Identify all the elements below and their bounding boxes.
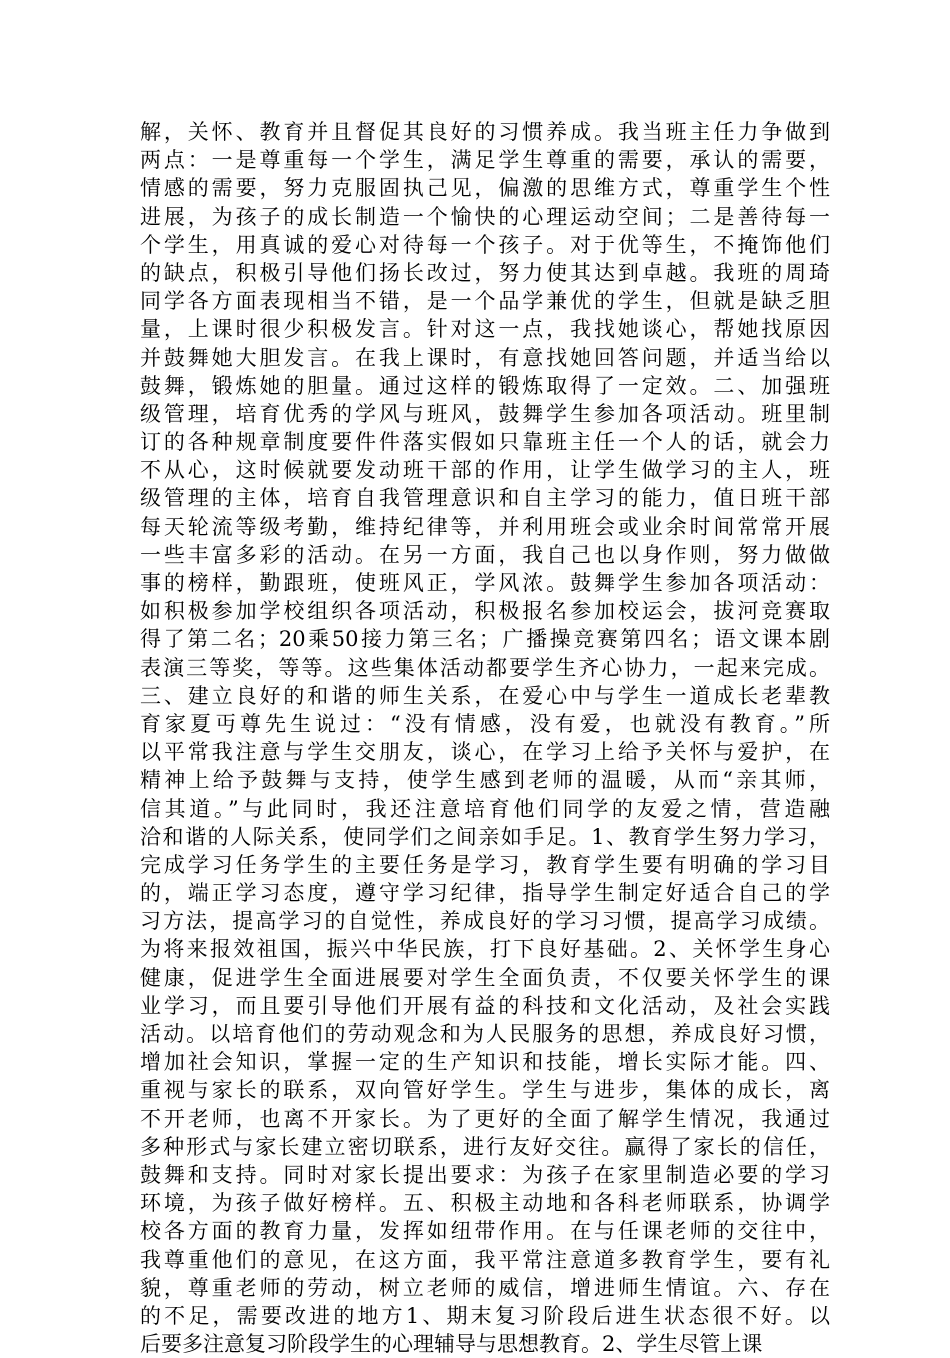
text-line: 不开老师，也离不开家长。为了更好的全面了解学生情况，我通过 <box>140 1106 830 1131</box>
text-line: 后要多注意复习阶段学生的心理辅导与思想教育。2、学生尽管上课 <box>140 1332 763 1357</box>
text-line: 活动。以培育他们的劳动观念和为人民服务的思想，养成良好习惯， <box>140 1022 830 1046</box>
text-line: 完成学习任务学生的主要任务是学习，教育学生要有明确的学习目 <box>140 852 830 877</box>
text-line: 个学生，用真诚的爱心对待每一个孩子。对于优等生，不掩饰他们 <box>140 232 830 257</box>
text-line: 业学习，而且要引导他们开展有益的科技和文化活动，及社会实践 <box>140 993 830 1018</box>
text-line: 一些丰富多彩的活动。在另一方面，我自己也以身作则，努力做做 <box>140 542 830 567</box>
body-text <box>140 118 830 1358</box>
text-line: 洽和谐的人际关系，使同学们之间亲如手足。1、教育学生努力学习， <box>140 824 830 849</box>
text-line: 解，关怀、教育并且督促其良好的习惯养成。我当班主任力争做到 <box>140 120 830 144</box>
text-line: 三、建立良好的和谐的师生关系，在爱心中与学生一道成长老辈教 <box>140 683 830 708</box>
text-line: 事的榜样，勤跟班，使班风正，学风浓。鼓舞学生参加各项活动： <box>140 571 830 595</box>
text-line: 的缺点，积极引导他们扬长改过，努力使其达到卓越。我班的周琦 <box>140 260 830 285</box>
text-line: 环境，为孩子做好榜样。五、积极主动地和各科老师联系，协调学 <box>140 1191 830 1216</box>
text-line: 健康，促进学生全面进展要对学生全面负责，不仅要关怀学生的课 <box>140 965 830 990</box>
text-line: 重视与家长的联系，双向管好学生。学生与进步，集体的成长，离 <box>140 1078 830 1103</box>
text-line: 精神上给予鼓舞与支持，使学生感到老师的温暖，从而“亲其师， <box>140 768 830 793</box>
text-line: 情感的需要，努力克服固执己见，偏激的思维方式，尊重学生个性 <box>140 176 830 201</box>
text-line: 育家夏丏尊先生说过：“没有情感，没有爱，也就没有教育。”所 <box>140 711 830 736</box>
text-line: 的，端正学习态度，遵守学习纪律，指导学生制定好适合自己的学 <box>140 881 830 906</box>
text-line: 进展，为孩子的成长制造一个愉快的心理运动空间；二是善待每一 <box>140 204 830 229</box>
text-line: 表演三等奖，等等。这些集体活动都要学生齐心协力，一起来完成。 <box>140 655 830 680</box>
text-line: 的不足，需要改进的地方1、期末复习阶段后进生状态很不好。以 <box>140 1303 830 1328</box>
text-line: 得了第二名；20乘50接力第三名；广播操竞赛第四名；语文课本剧 <box>140 627 830 652</box>
text-line: 同学各方面表现相当不错，是一个品学兼优的学生，但就是缺乏胆 <box>140 289 830 314</box>
text-line: 增加社会知识，掌握一定的生产知识和技能，增长实际才能。四、 <box>140 1050 830 1075</box>
text-line: 鼓舞和支持。同时对家长提出要求：为孩子在家里制造必要的学习 <box>140 1162 830 1187</box>
text-line: 习方法，提高学习的自觉性，养成良好的学习习惯，提高学习成绩。 <box>140 909 830 934</box>
text-line: 两点：一是尊重每一个学生，满足学生尊重的需要，承认的需要， <box>140 148 830 173</box>
text-line: 以平常我注意与学生交朋友，谈心，在学习上给予关怀与爱护，在 <box>140 740 830 765</box>
text-line: 貌，尊重老师的劳动，树立老师的威信，增进师生情谊。六、存在 <box>140 1275 830 1300</box>
text-line: 我尊重他们的意见，在这方面，我平常注意道多教育学生，要有礼 <box>140 1247 830 1272</box>
text-line: 不从心，这时候就要发动班干部的作用，让学生做学习的主人，班 <box>140 458 830 483</box>
text-line: 每天轮流等级考勤，维持纪律等，并利用班会或业余时间常常开展 <box>140 514 830 539</box>
text-line: 并鼓舞她大胆发言。在我上课时，有意找她回答问题，并适当给以 <box>140 345 830 370</box>
text-line: 如积极参加学校组织各项活动，积极报名参加校运会，拔河竞赛取 <box>140 599 830 624</box>
text-line: 多种形式与家长建立密切联系，进行友好交往。赢得了家长的信任， <box>140 1134 830 1159</box>
text-line: 为将来报效祖国，振兴中华民族，打下良好基础。2、关怀学生身心 <box>140 937 830 962</box>
text-line: 级管理，培育优秀的学风与班风，鼓舞学生参加各项活动。班里制 <box>140 401 830 426</box>
text-line: 鼓舞，锻炼她的胆量。通过这样的锻炼取得了一定效。二、加强班 <box>140 373 830 398</box>
text-line: 订的各种规章制度要件件落实假如只靠班主任一个人的话，就会力 <box>140 430 830 455</box>
text-line: 量，上课时很少积极发言。针对这一点，我找她谈心，帮她找原因 <box>140 317 830 342</box>
text-line: 级管理的主体，培育自我管理意识和自主学习的能力，值日班干部 <box>140 486 830 511</box>
text-line: 校各方面的教育力量，发挥如纽带作用。在与任课老师的交往中， <box>140 1219 830 1244</box>
text-line: 信其道。”与此同时，我还注意培育他们同学的友爱之情，营造融 <box>140 796 830 821</box>
